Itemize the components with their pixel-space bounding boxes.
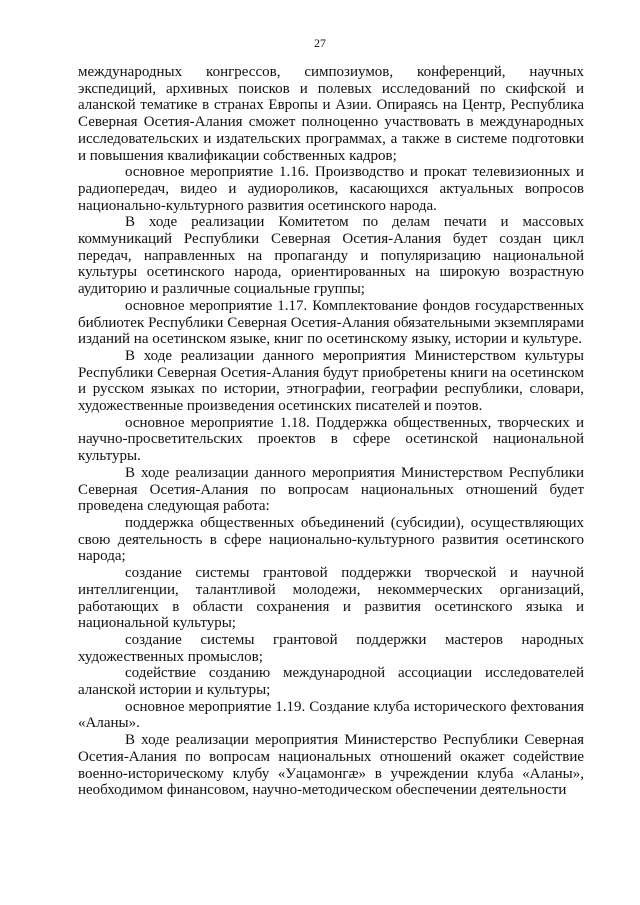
- paragraph-6: основное мероприятие 1.18. Поддержка общественных, творческих и научно-просветительских проектов в сфере осетинской национальной культуры.: [78, 414, 584, 465]
- body-text: [78, 64, 584, 799]
- paragraph-12: основное мероприятие 1.19. Создание клуба исторического фехтования «Аланы».: [78, 698, 584, 732]
- paragraph-11: содействие созданию международной ассоциации исследователей аланской истории и культуры;: [78, 665, 584, 699]
- paragraph-7: В ходе реализации данного мероприятия Министерством Республики Северная Осетия-Алания по вопросам национальных отношений будет проведена следующая работа:: [78, 464, 584, 515]
- paragraph-3: В ходе реализации Комитетом по делам печати и массовых коммуникаций Республики Северная Осетия-Алания будет создан цикл передач, направленных на пропаганду и популяризацию национальной культуры осетинского народа, ориентированных на широкую возрастную аудиторию и различные социальные группы;: [78, 214, 584, 298]
- paragraph-10: создание системы грантовой поддержки мастеров народных художественных промыслов;: [78, 631, 584, 665]
- paragraph-13: В ходе реализации мероприятия Министерство Республики Северная Осетия-Алания по вопросам национальных отношений окажет содействие военно-историческому клубу «Уацамонгæ» в учреждении клуба «Аланы», необходимом финансовом, научно-методическом обеспечении деятельности: [78, 732, 584, 799]
- paragraph-5: В ходе реализации данного мероприятия Министерством культуры Республики Северная Осетия-Алания будут приобретены книги на осетинском и русском языках по истории, этнографии, географии республики, словари, художественные произведения осетинских писателей и поэтов.: [78, 347, 584, 415]
- paragraph-2: основное мероприятие 1.16. Производство и прокат телевизионных и радиопередач, видео и аудиороликов, касающихся актуальных вопросов национально-культурного развития осетинского народа.: [78, 164, 584, 214]
- paragraph-4: основное мероприятие 1.17. Комплектование фондов государственных библиотек Республики Северная Осетия-Алания обязательными экземплярами изданий на осетинском языке, книг по осетинскому языку, истории и культуре.: [78, 297, 584, 348]
- page-number: 27: [314, 36, 326, 50]
- paragraph-8: поддержка общественных объединений (субсидии), осуществляющих свою деятельность в сфере национально-культурного развития осетинского народа;: [78, 514, 584, 565]
- paragraph-9: создание системы грантовой поддержки творческой и научной интеллигенции, талантливой молодежи, некоммерческих организаций, работающих в области сохранения и развития осетинского языка и национальной культуры;: [78, 565, 584, 632]
- paragraph-1: международных конгрессов, симпозиумов, конференций, научных экспедиций, архивных поисков и полевых исследований по скифской и аланской тематике в странах Европы и Азии. Опираясь на Центр, Республика Северная Осетия-Алания сможет полноценно участвовать в международных исследовательских и издательских программах, а также в системе подготовки и повышения квалификации собственных кадров;: [78, 64, 584, 164]
